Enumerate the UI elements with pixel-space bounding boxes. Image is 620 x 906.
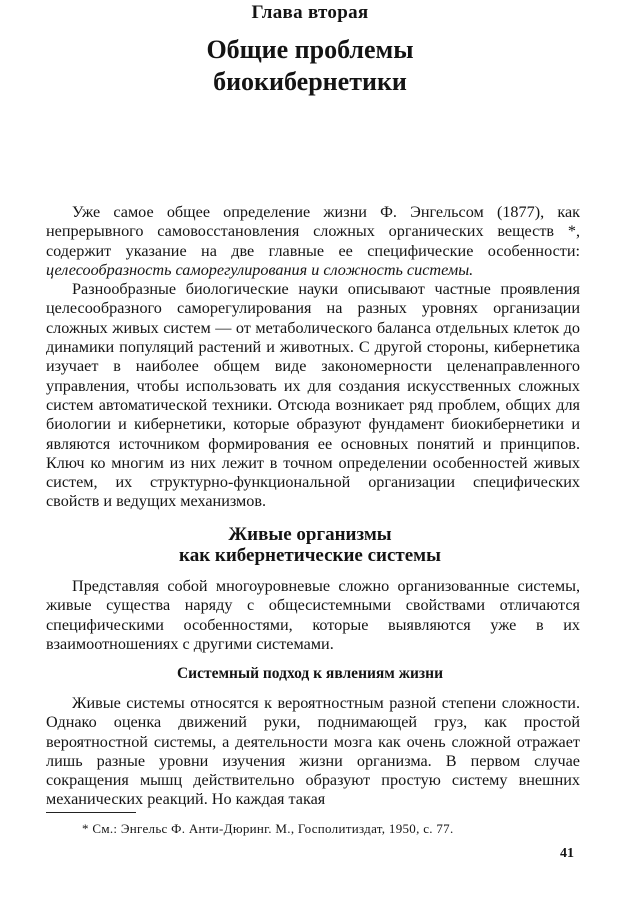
subsection-paragraph-1: Живые системы относятся к вероятностным разной степени сложности. Однако оценка движений руки, поднимающей груз, как простой вероятностной системы, а деятельности мозга как очень сложной отражает лишь разные уровни изучения жизни организма. В первом случае сокращения мышц действительно образуют простую систему внешних механических реакций. Но каждая такая [46, 694, 580, 809]
section-heading [0, 524, 620, 566]
section-text [46, 577, 580, 654]
chapter-title-line-1: Общие проблемы [206, 35, 414, 64]
intro-paragraph-1-italic: целесообразность саморегулирования и сложность системы. [46, 260, 474, 279]
intro-paragraph-1 [46, 203, 580, 280]
chapter-label: Глава вторая [251, 2, 369, 23]
section-heading-line-1: Живые организмы [228, 524, 392, 545]
chapter-title-line-2: биокибернетики [213, 67, 407, 96]
page-number: 41 [560, 846, 574, 861]
chapter-title [0, 34, 620, 98]
section-heading-line-2: как кибернетические системы [179, 545, 441, 566]
footnote-divider [46, 812, 136, 813]
intro-text [46, 203, 580, 512]
footnote: * См.: Энгельс Ф. Анти-Дюринг. М., Госполитиздат, 1950, с. 77. [82, 821, 454, 836]
subsection-text [46, 694, 580, 810]
section-paragraph-1: Представляя собой многоуровневые сложно организованные системы, живые существа наряду с общесистемными свойствами отличаются специфическими особенностями, которые выявляются уже в их взаимоотношениях с другими системами. [46, 577, 580, 653]
intro-paragraph-2: Разнообразные биологические науки описывают частные проявления целесообразного саморегулирования на разных уровнях организации сложных живых систем — от метаболического баланса отдельных клеток до динамики популяций растений и животных. С другой стороны, кибернетика изучает в наиболее общем виде закономерности целенаправленного управления, чтобы использовать их для создания искусственных сложных систем автоматической техники. Отсюда возникает ряд проблем, общих для биологии и кибернетики, которые образуют фундамент биокибернетики и являются источником формирования ее основных понятий и принципов. Ключ ко многим из них лежит в точном определении особенностей живых систем, их структурно-функциональной организации специфических свойств и ведущих механизмов. [46, 280, 580, 511]
subsection-heading: Системный подход к явлениям жизни [176, 665, 444, 682]
intro-paragraph-1-text: Уже самое общее определение жизни Ф. Энгельсом (1877), как непрерывного самовосстановления сложных органических веществ *, содержит указание на две главные ее специфические особенности: [46, 203, 580, 260]
